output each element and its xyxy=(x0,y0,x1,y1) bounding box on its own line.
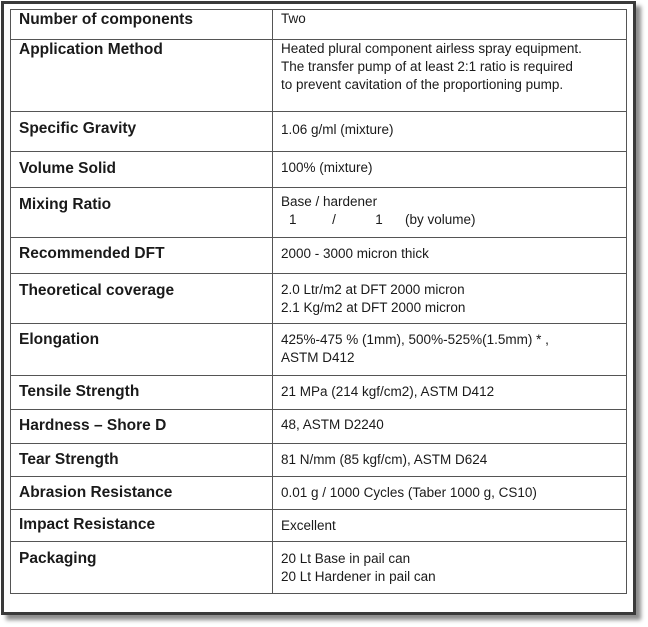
value-line: 2000 - 3000 micron thick xyxy=(281,246,429,261)
property-label: Hardness – Shore D xyxy=(11,410,273,444)
ratio-slash: / xyxy=(332,212,336,227)
table-row xyxy=(11,10,627,40)
value-line: 81 N/mm (85 kgf/cm), ASTM D624 xyxy=(281,452,488,467)
property-label: Mixing Ratio xyxy=(11,188,273,238)
property-value xyxy=(273,444,627,477)
property-label: Theoretical coverage xyxy=(11,274,273,324)
value-line: 2.0 Ltr/m2 at DFT 2000 micron xyxy=(281,282,465,297)
value-line: Two xyxy=(281,11,306,26)
value-line: ASTM D412 xyxy=(281,350,355,365)
property-value xyxy=(273,112,627,152)
table-row xyxy=(11,477,627,510)
property-label: Impact Resistance xyxy=(11,510,273,542)
property-value xyxy=(273,238,627,274)
mixing-ratio xyxy=(281,211,618,229)
table-row xyxy=(11,188,627,238)
property-label: Tear Strength xyxy=(11,444,273,477)
property-value xyxy=(273,376,627,410)
table-row xyxy=(11,542,627,594)
value-line: 0.01 g / 1000 Cycles (Taber 1000 g, CS10) xyxy=(281,485,537,500)
value-line: Base / hardener xyxy=(281,194,378,209)
property-label: Volume Solid xyxy=(11,152,273,188)
value-line: Excellent xyxy=(281,518,336,533)
table-row xyxy=(11,324,627,376)
property-value xyxy=(273,188,627,238)
ratio-base: 1 xyxy=(289,212,297,227)
table-row xyxy=(11,40,627,112)
table-row xyxy=(11,376,627,410)
property-value xyxy=(273,40,627,112)
property-value xyxy=(273,274,627,324)
value-line: 20 Lt Hardener in pail can xyxy=(281,569,436,584)
ratio-unit: (by volume) xyxy=(405,212,476,227)
property-label: Abrasion Resistance xyxy=(11,477,273,510)
property-label: Recommended DFT xyxy=(11,238,273,274)
value-line: 48, ASTM D2240 xyxy=(281,417,384,432)
property-value xyxy=(273,477,627,510)
property-value xyxy=(273,10,627,40)
table-row xyxy=(11,238,627,274)
table-row xyxy=(11,444,627,477)
spec-table xyxy=(10,9,627,594)
value-line: 2.1 Kg/m2 at DFT 2000 micron xyxy=(281,300,466,315)
value-line: 21 MPa (214 kgf/cm2), ASTM D412 xyxy=(281,384,495,399)
table-row xyxy=(11,274,627,324)
property-label: Packaging xyxy=(11,542,273,594)
property-label: Application Method xyxy=(11,40,273,112)
property-label: Tensile Strength xyxy=(11,376,273,410)
table-row xyxy=(11,152,627,188)
table-row xyxy=(11,112,627,152)
value-line: 1.06 g/ml (mixture) xyxy=(281,122,394,137)
value-line: 100% (mixture) xyxy=(281,160,373,175)
property-value xyxy=(273,410,627,444)
property-label: Specific Gravity xyxy=(11,112,273,152)
property-label: Number of components xyxy=(11,10,273,40)
spec-sheet-frame xyxy=(1,1,636,615)
value-line: to prevent cavitation of the proportioning pump. xyxy=(281,77,564,92)
value-line: 425%-475 % (1mm), 500%-525%(1.5mm) * , xyxy=(281,332,549,347)
property-value xyxy=(273,152,627,188)
property-value xyxy=(273,324,627,376)
value-line: Heated plural component airless spray equipment. xyxy=(281,41,582,56)
value-line: 20 Lt Base in pail can xyxy=(281,551,411,566)
property-value xyxy=(273,510,627,542)
table-row xyxy=(11,410,627,444)
ratio-hardener: 1 xyxy=(375,212,383,227)
table-row xyxy=(11,510,627,542)
property-value xyxy=(273,542,627,594)
property-label: Elongation xyxy=(11,324,273,376)
value-line: The transfer pump of at least 2:1 ratio is required xyxy=(281,59,573,74)
